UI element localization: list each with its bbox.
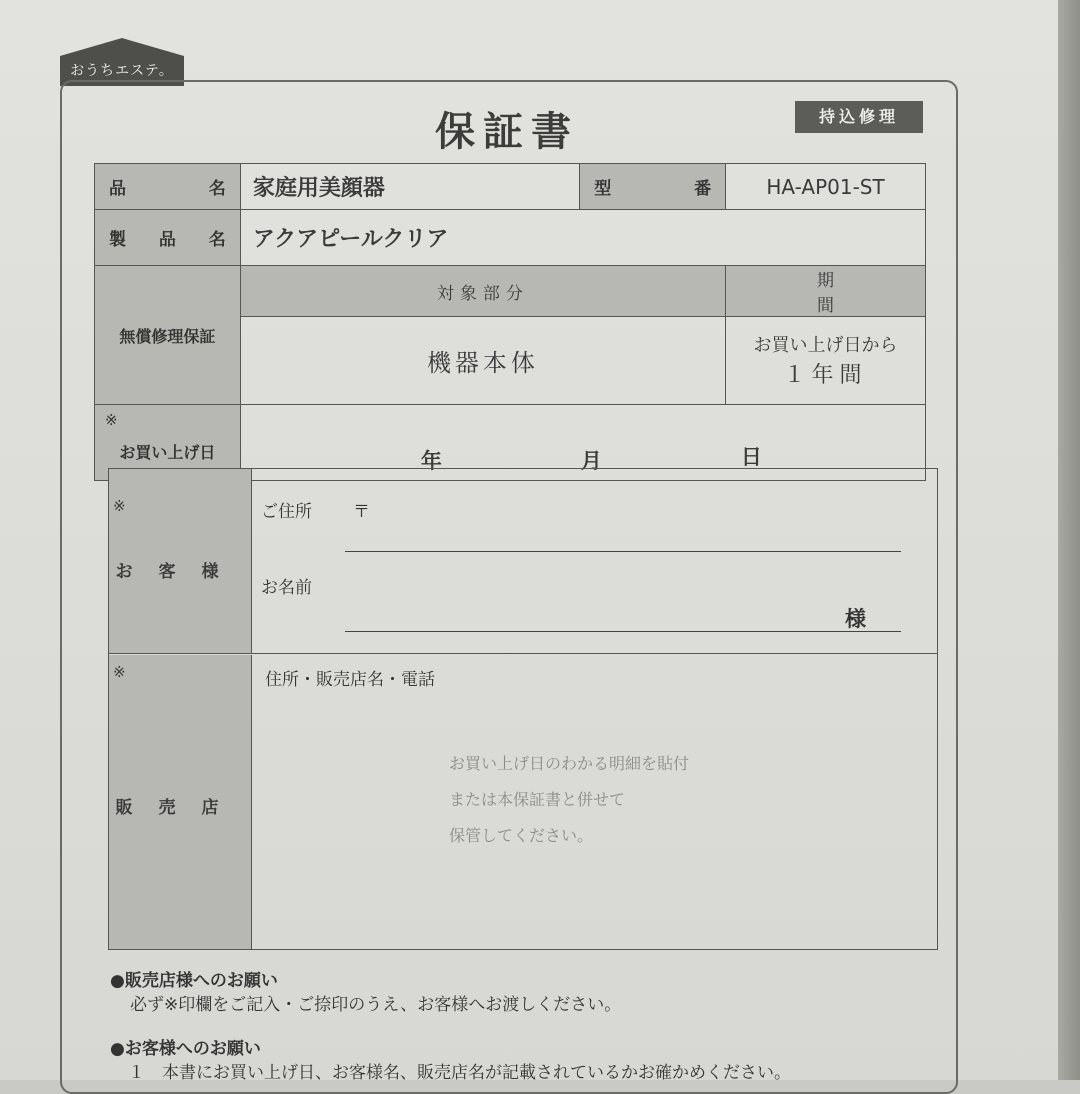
brand-logo-text: おうちエステ。 xyxy=(70,63,174,79)
honorific-label: 様 xyxy=(845,607,866,631)
store-request-heading: ●販売店様へのお願い xyxy=(110,971,278,991)
store-label-cell xyxy=(109,655,252,949)
customer-label: お客様 xyxy=(115,562,245,582)
period-value xyxy=(726,317,926,405)
purchase-date-label: お買い上げ日 xyxy=(119,443,216,462)
store-note-line1: お買い上げ日のわかる明細を貼付 xyxy=(449,754,690,773)
address-label: ご住所 xyxy=(261,502,312,522)
store-label: 販売店 xyxy=(115,798,245,818)
customer-label-cell xyxy=(109,469,252,654)
seihin-label: 製品名 xyxy=(95,210,241,266)
period-line2: １年間 xyxy=(783,362,868,388)
day-label: 日 xyxy=(740,445,762,469)
hinmei-value: 家庭用美顔器 xyxy=(240,164,579,210)
customer-store-section xyxy=(108,468,938,950)
required-mark: ※ xyxy=(105,411,118,429)
period-header: 期間 xyxy=(726,266,926,317)
section-divider xyxy=(109,653,937,654)
store-note-line2: または本保証書と併せて xyxy=(449,790,626,809)
customer-request-heading: ●お客様へのお願い xyxy=(110,1039,261,1059)
required-mark: ※ xyxy=(113,663,126,681)
store-note-line3: 保管してください。 xyxy=(449,826,594,845)
store-request-text: 必ず※印欄をご記入・ご捺印のうえ、お客様へお渡しください。 xyxy=(130,995,622,1015)
paper-edge xyxy=(1058,0,1080,1080)
warranty-label: 無償修理保証 xyxy=(95,266,241,405)
target-header: 対象部分 xyxy=(240,266,725,317)
required-mark: ※ xyxy=(113,497,126,515)
period-line1: お買い上げ日から xyxy=(753,334,898,356)
carry-in-repair-badge: 持込修理 xyxy=(795,101,923,133)
hinmei-label: 品名 xyxy=(95,164,241,210)
model-label: 型番 xyxy=(580,164,726,210)
name-input-line[interactable] xyxy=(345,631,901,632)
model-value: HA-AP01-ST xyxy=(726,164,926,210)
address-input-line[interactable] xyxy=(345,551,901,552)
month-label: 月 xyxy=(580,449,602,473)
seihin-value: アクアピールクリア xyxy=(240,210,925,266)
year-label: 年 xyxy=(420,449,442,473)
name-label: お名前 xyxy=(261,578,312,598)
postal-mark: 〒 xyxy=(353,502,370,522)
target-value: 機器本体 xyxy=(240,317,725,405)
page-title: 保証書 xyxy=(435,109,579,155)
customer-request-item1: １ 本書にお買い上げ日、お客様名、販売店名が記載されているかお確かめください。 xyxy=(128,1063,791,1083)
product-table xyxy=(94,163,926,481)
store-field-label: 住所・販売店名・電話 xyxy=(265,670,435,690)
